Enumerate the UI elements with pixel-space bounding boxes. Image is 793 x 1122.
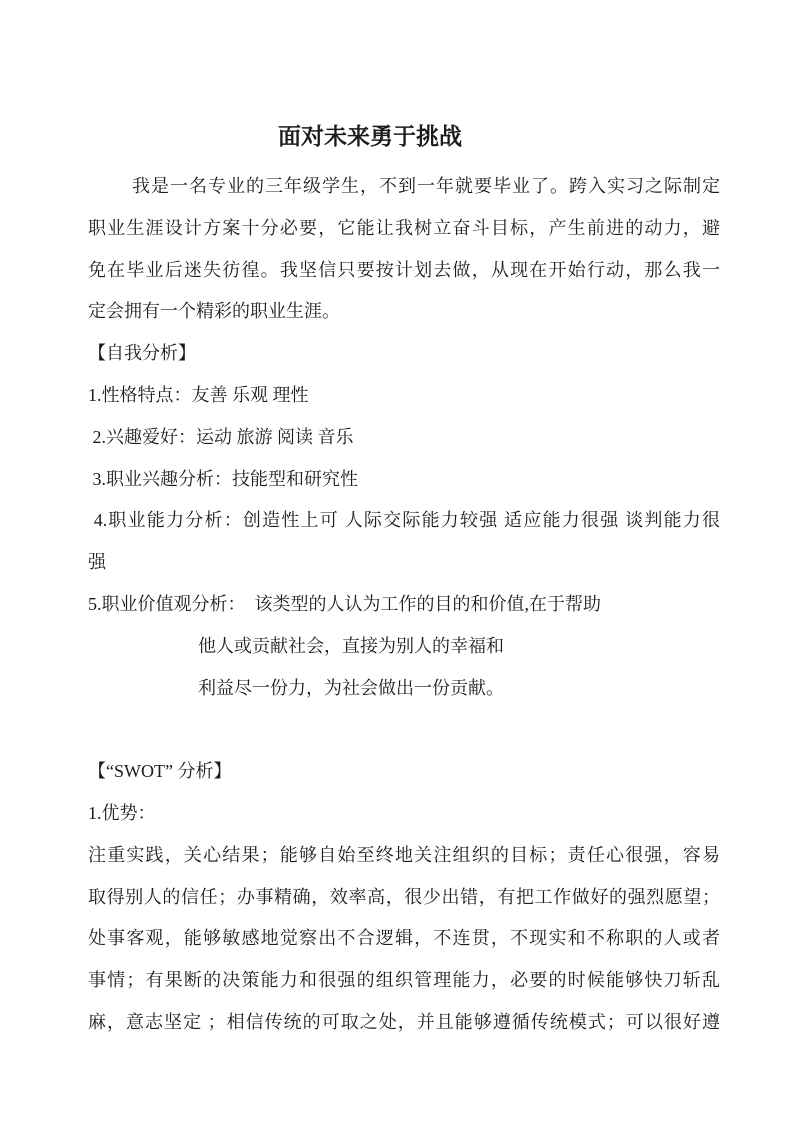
self-analysis-item: 4.职业能力分析：创造性上可 人际交际能力较强 适应能力很强 谈判能力很 <box>88 510 721 531</box>
intro-line: 定会拥有一个精彩的职业生涯。 <box>88 301 340 322</box>
intro-line: 免在毕业后迷失彷徨。我坚信只要按计划去做，从现在开始行动，那么我一 <box>88 259 720 280</box>
swot-line: 处事客观，能够敏感地觉察出不合逻辑，不连贯，不现实和不称职的人或者 <box>88 928 720 949</box>
self-analysis-item: 1.性格特点：友善 乐观 理性 <box>88 384 309 405</box>
self-analysis-item-continuation: 强 <box>88 552 106 573</box>
swot-line: 事情；有果断的决策能力和很强的组织管理能力，必要的时候能够快刀斩乱 <box>88 970 720 991</box>
intro-line: 职业生涯设计方案十分必要，它能让我树立奋斗目标，产生前进的动力，避 <box>88 217 720 238</box>
self-analysis-item-continuation: 他人或贡献社会，直接为别人的幸福和 <box>198 635 504 656</box>
self-analysis-item: 3.职业兴趣分析：技能型和研究性 <box>88 468 358 489</box>
intro-line: 我是一名专业的三年级学生，不到一年就要毕业了。跨入实习之际制定 <box>132 176 720 196</box>
document-body <box>88 166 720 1044</box>
document-title: 面对未来勇于挑战 <box>278 124 462 149</box>
swot-line: 麻，意志坚定 ；相信传统的可取之处，并且能够遵循传统模式；可以很好遵 <box>88 1011 720 1032</box>
swot-line: 取得别人的信任；办事精确，效率高，很少出错，有把工作做好的强烈愿望； <box>88 886 720 907</box>
swot-subheading: 1.优势： <box>88 802 156 823</box>
self-analysis-item-continuation: 利益尽一份力，为社会做出一份贡献。 <box>198 677 504 698</box>
self-analysis-heading: 【自我分析】 <box>88 343 196 364</box>
swot-line: 注重实践，关心结果；能够自始至终地关注组织的目标；责任心很强，容易 <box>88 844 720 865</box>
self-analysis-item: 2.兴趣爱好：运动 旅游 阅读 音乐 <box>88 426 354 447</box>
blank-line <box>88 709 720 751</box>
self-analysis-item: 5.职业价值观分析： 该类型的人认为工作的目的和价值,在于帮助 <box>88 593 601 614</box>
swot-heading: 【“SWOT” 分析】 <box>88 761 232 782</box>
